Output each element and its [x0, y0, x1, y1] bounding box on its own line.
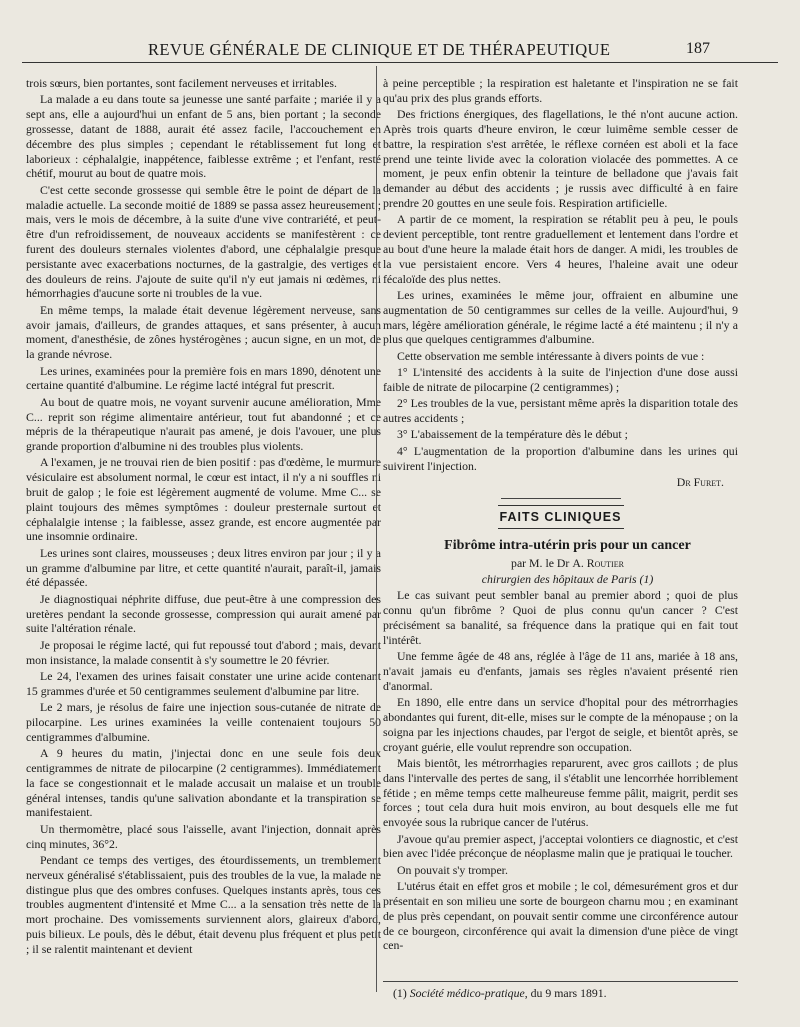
paragraph: 1° L'intensité des accidents à la suite de l'injection d'une dose aussi faible de nitrate de pilocarpine (2 centigrammes) ; — [383, 365, 738, 394]
paragraph: Des frictions énergiques, des flagellations, le thé n'ont aucune action. Après trois quarts d'heure environ, le cœur luimême semble cesser de battre, la respiration s'est arrêtée, le réflexe cornéen est aboli et la face prend une teinte livide avec la coloration violacée des pommettes. A ce moment, je peux enfin obtenir la teinture de belladone que j'avais fait demander au début des accidents ; je russis avec difficulté à en faire prendre 20 gouttes en une seule fois. Respiration artificielle. — [383, 107, 738, 210]
header-rule — [22, 62, 778, 63]
paragraph: Les urines, examinées le même jour, offraient en albumine une augmentation de 50 centigrammes sur celles de la veille. Aujourd'hui, 9 mars, légère amélioration générale, le régime lacté a été maintenu ; il n'y a plus que quelques centigrammes d'albumine. — [383, 287, 738, 347]
signature: Dr Furet. — [676, 475, 724, 490]
paragraph: On pouvait s'y tromper. — [397, 862, 508, 877]
paragraph: Je proposai le régime lacté, qui fut repoussé tout d'abord ; mais, devant mon insistance, la malade consentit à s'y soumettre le 20 février. — [26, 637, 381, 667]
paragraph: 2° Les troubles de la vue, persistant même après la disparition totale des autres accidents ; — [383, 396, 738, 426]
paragraph: Cette observation me semble intéressante à divers points de vue : — [397, 348, 705, 363]
footnote-date: , du 9 mars 1891. — [524, 986, 607, 1000]
paragraph: Un thermomètre, placé sous l'aisselle, avant l'injection, donnait après cinq minutes, 36°2. — [26, 821, 381, 851]
footnote-source: Société médico-pratique — [409, 986, 525, 1000]
author-affiliation: chirurgien des hôpitaux de Paris (1) — [481, 572, 654, 587]
paragraph: C'est cette seconde grossesse qui semble être le point de départ de la maladie actuelle. La seconde moitié de 1889 se passa assez heureusement ; mais, vers le mois de décembre, à la suite d'une vive contrariété, et peut-être d'un refroidissement, de nouveaux accidents se manifestèrent : ce furent des douleurs sternales violentes d'abord, une céphalalgie presque persistante avec exacerbations nocturnes, de la gastralgie, des vertiges et des douleurs de reins. J'ajoute de suite qu'il n'y eut jamais ni œdèmes, ni hémorrhagies d'aucune sorte ni troubles de la vue. — [26, 182, 381, 301]
paragraph: Le cas suivant peut sembler banal au premier abord ; quoi de plus connu qu'un fibrôme ? Quoi de plus connu qu'un cancer ? C'est précisément sa banalité, sa fréquence dans la pratique qui en fait tout l'intérêt. — [383, 588, 738, 647]
paragraph: 3° L'abaissement de la température dès le début ; — [397, 427, 628, 442]
article-author — [383, 556, 738, 571]
paragraph: A partir de ce moment, la respiration se rétablit peu à peu, le pouls devient perceptible, tont rentre graduellement et lentement dans l'ordre et au bout d'une heure la malade était hors de danger. A midi, les troubles de la vue persistaient encore. Vers 4 heures, l'haleine avait une odeur fécaloïde des plus nettes. — [383, 212, 738, 286]
paragraph: Au bout de quatre mois, ne voyant survenir aucune amélioration, Mme C... reprit son régime alimentaire antérieur, tout fut abandonné ; et ce mépris de la thérapeutique n'aurait pas amené, je dois l'avouer, une plus grande proportion d'albumine ni des troubles plus violents. — [26, 394, 381, 454]
paragraph: Les urines sont claires, mousseuses ; deux litres environ par jour ; il y a un gramme d'albumine par litre, et cette quantité n'aurait, paraît-il, jamais été dépassée. — [26, 545, 381, 590]
paragraph: Mais bientôt, les métrorrhagies reparurent, avec gros caillots ; de plus dans l'intervalle des pertes de sang, il s'établit une lencorrhée horriblement fétide ; en même temps cette malheureuse femme pâlit, maigrit, perdit ses forces ; tout cela dura huit mois environ, au bout desquels elle me fut envoyée sous la rubrique cancer de l'utérus. — [383, 755, 738, 830]
running-title: REVUE GÉNÉRALE DE CLINIQUE ET DE THÉRAPEUTIQUE — [148, 40, 611, 59]
paragraph: En 1890, elle entre dans un service d'hopital pour des métrorrhagies abondantes qui furent, dit-elle, mises sur le compte de la ménopause ; on la soigna par les injections chaudes, par l'ergot de seigle, et bientôt après, se croyant guérie, elle voulut reprendre son occupation. — [383, 695, 738, 754]
footnote-rule — [383, 981, 738, 982]
paragraph: à peine perceptible ; la respiration est haletante et l'inspiration ne se fait qu'au prix des plus grands efforts. — [383, 76, 738, 105]
paragraph: trois sœurs, bien portantes, sont facilement nerveuses et irritables. — [26, 76, 337, 90]
paragraph: En même temps, la malade était devenue légèrement nerveuse, sans avoir jamais, d'ailleurs, de grandes attaques, et sans présenter, à aucun moment, d'anesthésie, de zônes hystérogènes ; aucun signe, en un mot, de la grande névrose. — [26, 302, 381, 362]
paragraph: Je diagnostiquai néphrite diffuse, due peut-être à une compression des uretères pendant la seconde grossesse, compression qui aurait amené par suite l'altération rénale. — [26, 591, 381, 636]
paragraph: Le 24, l'examen des urines faisait constater une urine acide contenant 15 grammes d'urée et 50 centigrammes seulement d'albumine par litre. — [26, 669, 381, 698]
paragraph: Les urines, examinées pour la première fois en mars 1890, dénotent une certaine quantité d'albumine. Le régime lacté intégral fut prescrit. — [26, 363, 381, 393]
separator-rule — [501, 498, 621, 499]
paragraph: J'avoue qu'au premier aspect, j'acceptai volontiers ce diagnostic, et c'est bien avec l'idée préconçue de néoplasme malin que je pratiquai le toucher. — [383, 831, 738, 861]
paragraph: Pendant ce temps des vertiges, des étourdissements, un tremblement nerveux généralisé s'établissaient, puis des troubles de la vue, la malade ne distingue plus que des ombres confuses. Quelques instants après, tous ces troubles augmentent d'intensité et Mme C... a la sensation très nette de la mort prochaine. Des vomissements surviennent alors, glaireux d'abord, puis bilieux. Le pouls, dès le début, était devenu plus fréquent et plus petit ; il se ralentit maintenant et devient — [26, 852, 381, 956]
left-column — [26, 76, 381, 958]
footnote — [393, 986, 607, 1001]
author-prefix: par M. le Dr — [511, 555, 573, 570]
article-title: Fibrôme intra-utérin pris pour un cancer — [444, 538, 691, 554]
paragraph: L'utérus était en effet gros et mobile ; le col, démesurément gros et dur présentait en son milieu une sorte de bourgeon charnu mou ; en examinant de plus près cependant, on pouvait sentir comme une circonférence autour de ce bourgeon, circonférence qui avait la dimension d'une pièce de vingt cen- — [383, 879, 738, 953]
author-name: A. Routier — [572, 555, 624, 570]
paragraph: 4° L'augmentation de la proportion d'albumine dans les urines qui suivirent l'injection. — [383, 443, 738, 473]
page-header — [0, 36, 800, 62]
column-divider — [376, 66, 377, 992]
observation-continuation — [383, 76, 738, 473]
right-column — [383, 76, 738, 955]
page-number: 187 — [686, 40, 710, 57]
footnote-marker: (1) — [393, 986, 410, 1000]
paragraph: A 9 heures du matin, j'injectai donc en une seule fois deux centigrammes de nitrate de pilocarpine (2 centigrammes). Immédiatement la face se congestionnait et le malade accusait un malaise et un trouble général intenses, tandis qu'une salivation abondante et la transpiration se manifestaient. — [26, 746, 381, 820]
section-heading: FAITS CLINIQUES — [498, 505, 624, 529]
paragraph: Le 2 mars, je résolus de faire une injection sous-cutanée de nitrate de pilocarpine. Les urines examinées la veille contenaient toujours 50 centigrammes d'albumine. — [26, 700, 381, 744]
article-body — [383, 588, 738, 953]
paragraph: Une femme âgée de 48 ans, réglée à l'âge de 11 ans, mariée à 18 ans, n'avait jamais eu d'enfants, jamais ses règles n'avaient présenté rien d'anormal. — [383, 649, 738, 693]
paragraph: A l'examen, je ne trouvai rien de bien positif : pas d'œdème, le murmure vésiculaire est absolument normal, le cœur est intact, il n'y a ni souffles ni bruit de galop ; le foie est légèrement augmenté de volume. Mme C... se plaint toujours des mêmes symptômes : douleur presternale surtout et céphalalgie intense ; la faiblesse, assez grande, est encore augmentée par une insomnie ordinaire. — [26, 455, 381, 544]
paragraph: La malade a eu dans toute sa jeunesse une santé parfaite ; mariée il y a sept ans, elle a aujourd'hui un enfant de 5 ans, bien portant ; la seconde grossesse, datant de 1888, aurait été assez facile, l'accouchement en décembre des plus simples ; cependant le rétablissement fut long et laborieux : céphalalgie, inappétence, faiblesse extrême ; et l'enfant, resté chétif, mourut au bout de quatre mois. — [26, 92, 381, 181]
